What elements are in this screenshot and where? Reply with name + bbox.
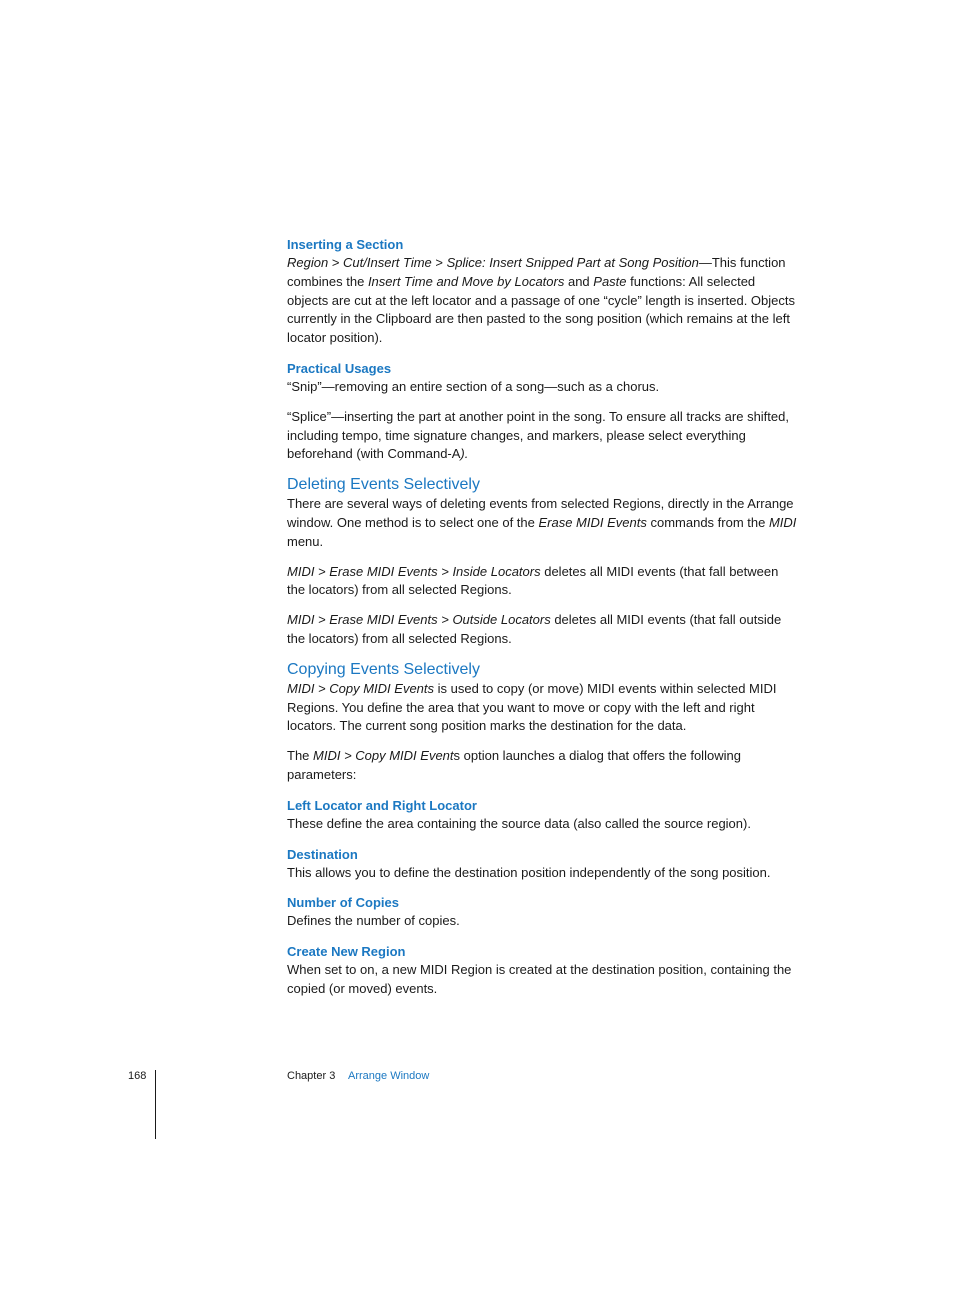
text: menu. — [287, 533, 324, 549]
text: The — [287, 748, 314, 764]
footer-chapter-title: Arrange Window — [348, 1070, 430, 1082]
paragraph-snip: “Snip”—removing an entire section of a song—such as a chorus. — [287, 378, 660, 394]
menu-cut-insert-time: Cut/Insert Time — [343, 255, 432, 270]
text: functions: All selected objects are cut at the left locator and a passage of one “cycle” length is inserted. Objects currently in the Clipboard are then pasted to the song position (which remains at the left locator position). — [287, 273, 796, 346]
paragraph-outside-locators — [287, 611, 799, 649]
separator: > — [328, 255, 344, 270]
paragraph-copy-dialog — [287, 747, 799, 785]
paragraph-inserting — [287, 254, 799, 348]
text: commands from the — [646, 514, 769, 530]
menu-splice: Splice: Insert Snipped Part at Song Position — [446, 255, 699, 270]
text: deletes all MIDI events (that fall outside the locators) from all selected Regions. — [287, 612, 782, 646]
text: There are several ways of deleting events from selected Regions, directly in the Arrange window. One method is to select one of the — [287, 496, 794, 530]
command-erase-midi-events: Erase MIDI Events — [538, 514, 647, 530]
heading-deleting-events: Deleting Events Selectively — [287, 476, 480, 494]
separator: > — [431, 255, 447, 270]
paragraph-deleting-intro — [287, 495, 799, 551]
text: —This function combines the — [287, 255, 786, 289]
text: and — [564, 273, 594, 289]
text: is used to copy (or move) MIDI events within selected MIDI Regions. You define the area that you want to move or copy with the left and right locators. The current song position marks the destination for the data. — [287, 680, 777, 734]
page-content — [287, 236, 799, 999]
heading-create-new-region: Create New Region — [287, 944, 406, 960]
paragraph-number-of-copies: Defines the number of copies. — [287, 913, 460, 929]
page-number: 168 — [128, 1070, 147, 1082]
heading-practical-usages: Practical Usages — [287, 360, 392, 376]
paragraph-left-right-locator: These define the area containing the source data (also called the source region). — [287, 815, 751, 831]
paragraph-create-new-region: When set to on, a new MIDI Region is created at the destination position, containing the copied (or moved) events. — [287, 962, 792, 996]
paragraph-copying-intro — [287, 680, 799, 736]
menu-path-copy: MIDI > Copy MIDI Events — [287, 680, 435, 696]
heading-inserting-a-section: Inserting a Section — [287, 237, 404, 252]
menu-path-copy-dialog: MIDI > Copy MIDI Event — [313, 748, 454, 764]
text: s option launches a dialog that offers the following parameters: — [287, 748, 741, 782]
text: deletes all MIDI events (that fall between the locators) from all selected Regions. — [287, 563, 779, 598]
paragraph-destination: This allows you to define the destination position independently of the song position. — [287, 864, 771, 880]
function-paste: Paste — [593, 273, 627, 289]
menu-path-outside: MIDI > Erase MIDI Events > Outside Locators — [287, 612, 551, 628]
heading-left-right-locator: Left Locator and Right Locator — [287, 797, 477, 813]
heading-number-of-copies: Number of Copies — [287, 895, 399, 911]
paragraph-splice — [287, 408, 799, 464]
heading-destination: Destination — [287, 846, 358, 862]
text: “Splice”—inserting the part at another point in the song. To ensure all tracks are shifted, including tempo, time signature changes, and markers, please select everything beforehand (with Command-A — [287, 408, 789, 462]
footer-divider — [155, 1070, 156, 1139]
heading-copying-events: Copying Events Selectively — [287, 660, 480, 678]
text-italic: ). — [460, 446, 469, 462]
menu-path-inside: MIDI > Erase MIDI Events > Inside Locators — [287, 563, 541, 579]
footer-chapter-label: Chapter 3 — [287, 1070, 336, 1082]
menu-region: Region — [287, 255, 329, 270]
paragraph-inside-locators — [287, 563, 799, 601]
menu-midi: MIDI — [768, 514, 797, 530]
function-insert-time: Insert Time and Move by Locators — [367, 273, 565, 289]
